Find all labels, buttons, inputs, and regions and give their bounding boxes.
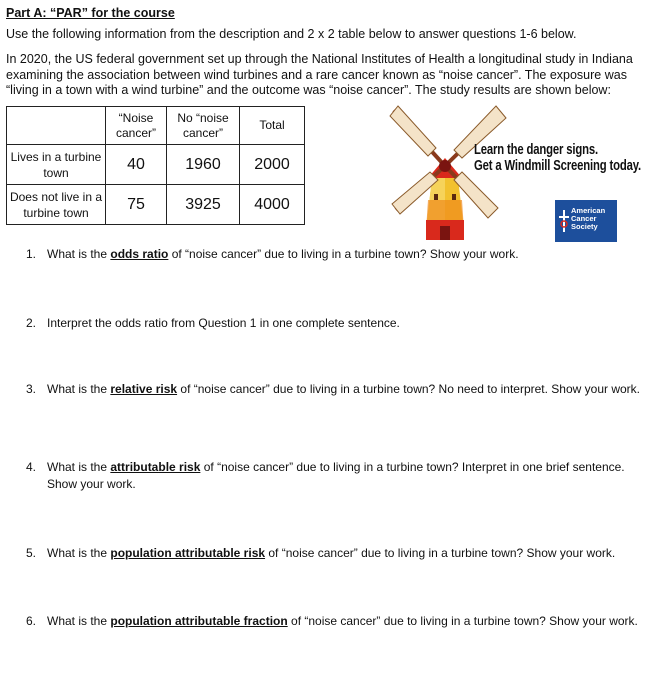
header-total: Total — [240, 107, 305, 145]
ad-tagline-line2: Get a Windmill Screening today. — [474, 158, 642, 174]
question-2 — [26, 315, 646, 332]
question-text-rest: of “noise cancer” due to living in a turbine town? Interpret in one brief sentence. Show your work. — [47, 460, 625, 491]
question-4 — [26, 459, 646, 493]
ad-tagline — [474, 142, 641, 174]
study-description: In 2020, the US federal government set up through the National Institutes of Health a longitudinal study in Indiana examining the association between wind turbines and a rare cancer known as “noise cancer”. The exposure was “living in a town with a wind turbine” and the outcome was “noise cancer”. The study results are shown below: — [6, 52, 633, 97]
row-label-no-turbine-town: Does not live in a turbine town — [7, 185, 106, 225]
question-1 — [26, 246, 646, 263]
question-text: What is the — [47, 247, 111, 261]
acs-logo-line1: American — [571, 206, 606, 215]
ad-tagline-line1: Learn the danger signs. — [474, 142, 598, 158]
acs-logo-line2: Cancer — [571, 214, 597, 223]
row-label-turbine-town: Lives in a turbine town — [7, 145, 106, 185]
question-number: 1. — [26, 247, 37, 261]
question-text: What is the — [47, 382, 111, 396]
cell-exposed-noncases: 1960 — [167, 145, 240, 185]
page-title: Part A: “PAR” for the course — [6, 6, 175, 20]
question-term: relative risk — [110, 382, 178, 396]
question-text-rest: of “noise cancer” due to living in a turbine town? No need to interpret. Show your work. — [177, 382, 640, 396]
question-text: Interpret the odds ratio from Question 1 in one complete sentence. — [47, 316, 400, 330]
question-term: attributable risk — [110, 460, 201, 474]
question-number: 4. — [26, 460, 37, 474]
table-corner-cell — [7, 107, 106, 145]
question-term: population attributable fraction — [110, 614, 288, 628]
question-text-rest: of “noise cancer” due to living in a turbine town? Show your work. — [168, 247, 519, 261]
header-noise-cancer: “Noise cancer” — [106, 107, 167, 145]
question-text-rest: of “noise cancer” due to living in a turbine town? Show your work. — [287, 614, 638, 628]
header-no-noise-cancer: No “noise cancer” — [167, 107, 240, 145]
question-number: 3. — [26, 382, 37, 396]
contingency-table — [6, 106, 305, 225]
cell-unexposed-noncases: 3925 — [167, 185, 240, 225]
acs-logo-line3: Society — [571, 222, 598, 231]
question-number: 6. — [26, 614, 37, 628]
question-5 — [26, 545, 646, 562]
instructions: Use the following information from the description and 2 x 2 table below to answer questions 1-6 below. — [6, 27, 577, 41]
cell-exposed-cases: 40 — [106, 145, 167, 185]
sword-icon — [559, 210, 569, 232]
question-6 — [26, 613, 646, 630]
question-text: What is the — [47, 460, 111, 474]
cell-exposed-total: 2000 — [240, 145, 305, 185]
acs-logo — [555, 200, 617, 242]
question-text-rest: of “noise cancer” due to living in a turbine town? Show your work. — [265, 546, 616, 560]
cell-unexposed-cases: 75 — [106, 185, 167, 225]
question-3 — [26, 381, 646, 398]
question-text: What is the — [47, 614, 111, 628]
question-text: What is the — [47, 546, 111, 560]
question-term: odds ratio — [110, 247, 169, 261]
question-number: 5. — [26, 546, 37, 560]
cell-unexposed-total: 4000 — [240, 185, 305, 225]
question-term: population attributable risk — [110, 546, 266, 560]
question-number: 2. — [26, 316, 37, 330]
